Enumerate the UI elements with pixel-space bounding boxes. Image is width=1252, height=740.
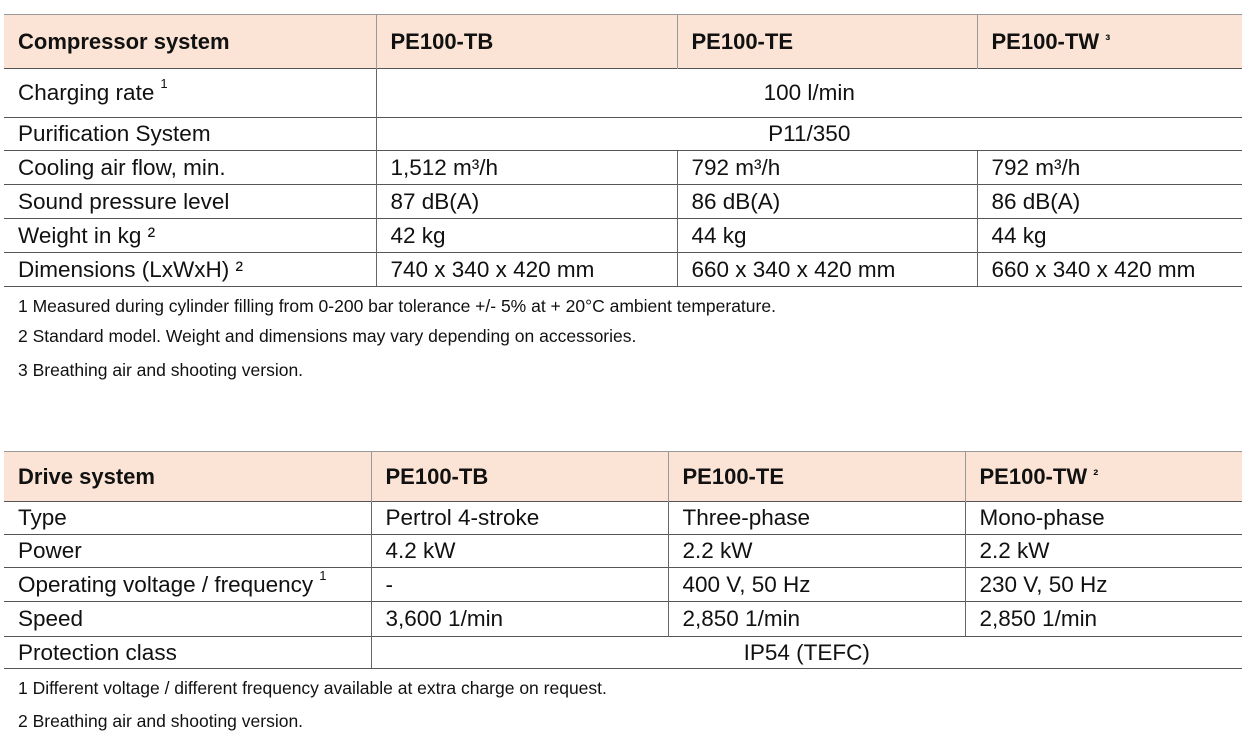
table-row [4, 69, 1242, 118]
table-cell: 660 x 340 x 420 mm [977, 253, 1242, 287]
table-cell: 42 kg [376, 219, 677, 253]
header-pe100-te: PE100-TE [677, 15, 977, 69]
header-pe100-tw: PE100-TW ³ [977, 15, 1242, 69]
footnote: 1 Different voltage / different frequency available at extra charge on request. [18, 678, 607, 698]
table-cell: - [371, 568, 668, 602]
table-cell: 2.2 kW [668, 535, 965, 568]
row-label: Cooling air flow, min. [4, 151, 376, 185]
header-pe100-tb: PE100-TB [371, 452, 668, 502]
table-row [4, 535, 1242, 568]
table-cell: 2,850 1/min [965, 602, 1242, 637]
table-cell: 44 kg [677, 219, 977, 253]
footnote-marker: 1 [319, 567, 327, 583]
footnote: 2 Standard model. Weight and dimensions may vary depending on accessories. [18, 326, 637, 346]
row-label: Dimensions (LxWxH) ² [4, 253, 376, 287]
drive-system-table [4, 451, 1242, 669]
footnote: 2 Breathing air and shooting version. [18, 711, 304, 731]
table-cell: Mono-phase [965, 502, 1242, 535]
footnote-marker: 1 [160, 76, 168, 91]
row-label: Weight in kg ² [4, 219, 376, 253]
header-drive-system: Drive system [4, 452, 371, 502]
compressor-system-table [4, 14, 1242, 287]
table-row [4, 502, 1242, 535]
footnote: 1 Measured during cylinder filling from 0-200 bar tolerance +/- 5% at + 20°C ambient temperature. [18, 296, 776, 316]
table-cell: 792 m³/h [977, 151, 1242, 185]
table-cell: 660 x 340 x 420 mm [677, 253, 977, 287]
table-cell: 792 m³/h [677, 151, 977, 185]
table-row [4, 219, 1242, 253]
footnote-marker: ³ [1105, 31, 1111, 49]
footnote: 3 Breathing air and shooting version. [18, 360, 304, 380]
row-label: Speed [4, 602, 371, 637]
row-label: Sound pressure level [4, 185, 376, 219]
protection-class-value: IP54 (TEFC) [371, 637, 1242, 669]
table-cell: 400 V, 50 Hz [668, 568, 965, 602]
table-cell: 4.2 kW [371, 535, 668, 568]
table-cell: 740 x 340 x 420 mm [376, 253, 677, 287]
table-cell: Three-phase [668, 502, 965, 535]
footnote-marker: ² [1093, 466, 1099, 484]
row-label: Operating voltage / frequency $^1$ [4, 568, 371, 602]
table-cell: 2,850 1/min [668, 602, 965, 637]
header-pe100-tw: PE100-TW ² [965, 452, 1242, 502]
table-row [4, 118, 1242, 151]
row-label: Protection class [4, 637, 371, 669]
header-compressor-system: Compressor system [4, 15, 376, 69]
row-label: Type [4, 502, 371, 535]
table-cell: 2.2 kW [965, 535, 1242, 568]
table-row [4, 602, 1242, 637]
table-cell: 3,600 1/min [371, 602, 668, 637]
table-cell: 86 dB(A) [977, 185, 1242, 219]
table-row [4, 185, 1242, 219]
table-cell: Pertrol 4-stroke [371, 502, 668, 535]
table-cell: 1,512 m³/h [376, 151, 677, 185]
table-cell: 44 kg [977, 219, 1242, 253]
table-header-row [4, 15, 1242, 69]
row-label: Charging rate $^1$ [4, 69, 376, 118]
charging-rate-value: 100 l/min [376, 69, 1242, 118]
header-pe100-tb: PE100-TB [376, 15, 677, 69]
table-row [4, 151, 1242, 185]
table-cell: 86 dB(A) [677, 185, 977, 219]
purification-value: P11/350 [376, 118, 1242, 151]
header-pe100-te: PE100-TE [668, 452, 965, 502]
table-cell: 87 dB(A) [376, 185, 677, 219]
table-row [4, 568, 1242, 602]
row-label: Purification System [4, 118, 376, 151]
row-label: Power [4, 535, 371, 568]
table-row [4, 637, 1242, 669]
table-header-row [4, 452, 1242, 502]
table-cell: 230 V, 50 Hz [965, 568, 1242, 602]
table-row [4, 253, 1242, 287]
